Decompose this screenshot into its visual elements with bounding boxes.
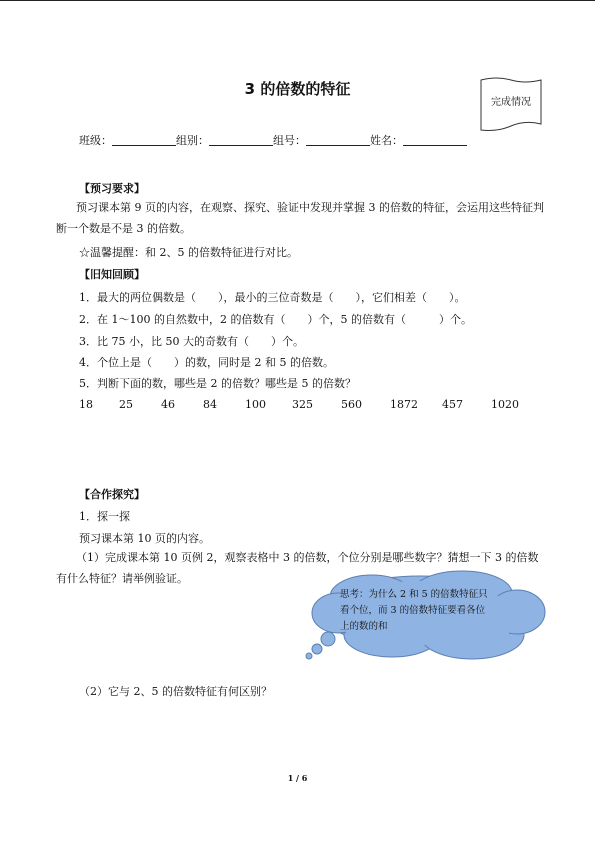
class-blank[interactable] (112, 134, 176, 146)
number-item: 100 (245, 398, 266, 411)
number-item: 1020 (491, 398, 519, 411)
preview-tip: ☆温馨提醒：和 2、5 的倍数特征进行对比。 (79, 246, 298, 259)
number-item: 560 (341, 398, 362, 411)
completion-status-label: 完成情况 (491, 97, 531, 108)
student-info-row (79, 132, 467, 148)
explore-question-1: （1）完成课本第 10 页例 2，观察表格中 3 的倍数，个位分别是哪些数字？猜想一下 3 的倍数有什么特征？请举例验证。 (56, 551, 539, 585)
group-number-label: 组号： (273, 134, 306, 147)
preview-heading: 【预习要求】 (79, 182, 145, 195)
preview-paragraph: 预习课本第 9 页的内容，在观察、探究、验证中发现并掌握 3 的倍数的特征，会运用这些特征判断一个数是不是 3 的倍数。 (56, 201, 544, 235)
name-blank[interactable] (403, 134, 467, 146)
completion-status-box (479, 76, 543, 134)
number-item: 84 (203, 398, 217, 411)
number-item: 457 (442, 398, 463, 411)
page-number: 1 / 6 (287, 773, 308, 783)
explore-heading: 【合作探究】 (79, 488, 145, 501)
number-item: 1872 (390, 398, 418, 411)
number-item: 18 (79, 398, 93, 411)
top-rule (0, 0, 595, 1)
review-item-4: 4．个位上是（ ）的数，同时是 2 和 5 的倍数。 (79, 356, 334, 369)
explore-instruction: 预习课本第 10 页的内容。 (79, 532, 210, 545)
review-heading: 【旧知回顾】 (79, 268, 145, 281)
page-title: 3 的倍数的特征 (244, 80, 351, 98)
group-label: 组别： (176, 134, 209, 147)
explore-question-2: （2）它与 2、5 的倍数特征有何区别？ (79, 685, 272, 698)
group-blank[interactable] (209, 134, 273, 146)
number-item: 46 (161, 398, 175, 411)
explore-step: 1．探一探 (79, 510, 130, 523)
thought-cloud-text: 思考：为什么 2 和 5 的倍数特征只看个位，而 3 的倍数特征要看各位上的数的和 (340, 589, 488, 632)
review-item-3: 3．比 75 小，比 50 大的奇数有（ ）个。 (79, 335, 304, 348)
number-item: 325 (292, 398, 313, 411)
review-item-5: 5．判断下面的数，哪些是 2 的倍数？哪些是 5 的倍数？ (79, 377, 356, 390)
class-label: 班级： (79, 134, 112, 147)
review-item-2: 2．在 1～100 的自然数中，2 的倍数有（ ）个，5 的倍数有（ ）个。 (79, 313, 472, 326)
number-item: 25 (119, 398, 133, 411)
name-label: 姓名： (370, 134, 403, 147)
group-number-blank[interactable] (306, 134, 370, 146)
review-item-1: 1．最大的两位偶数是（ ），最小的三位奇数是（ ），它们相差（ ）。 (79, 291, 466, 304)
